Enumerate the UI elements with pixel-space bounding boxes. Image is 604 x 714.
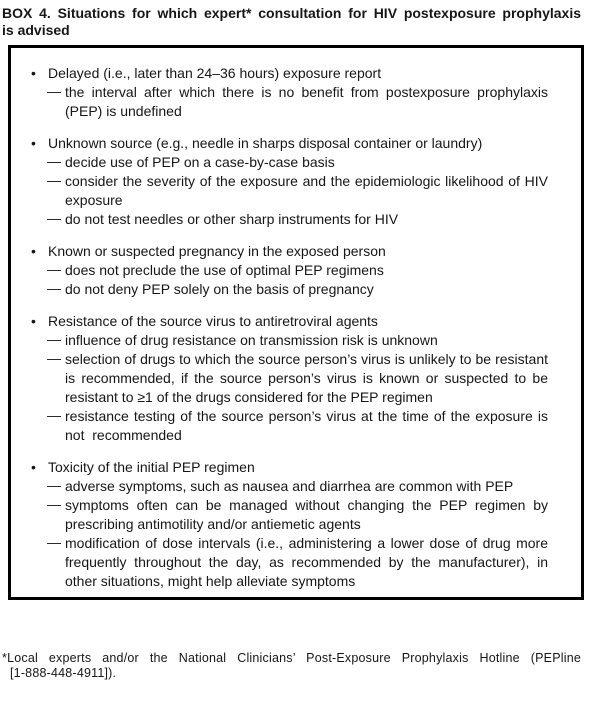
bullet-group-toxicity <box>11 458 548 591</box>
sub-item <box>11 350 548 407</box>
box-heading <box>2 5 581 39</box>
dash-icon: — <box>47 210 61 226</box>
sub-item <box>11 153 548 172</box>
bullet-item <box>11 458 548 477</box>
bullet-icon: • <box>31 65 36 81</box>
sub-item-text: symptoms often can be managed without changing the PEP regimen by prescribing antimotility and/or antiemetic agents <box>65 497 548 532</box>
dash-icon: — <box>47 280 61 296</box>
bullet-item-text: Delayed (i.e., later than 24–36 hours) exposure report <box>48 65 382 81</box>
sub-item-text: modification of dose intervals (i.e., administering a lower dose of drug more frequently throughout the day, as recommended by the manufacturer), in other situations, might help alleviate symptoms <box>65 535 548 589</box>
bullet-item <box>11 64 548 83</box>
bullet-group-delayed <box>11 64 548 121</box>
sub-item-text: selection of drugs to which the source person’s virus is unlikely to be resistant is recommended, if the source person’s virus is known or suspected to be resistant to ≥1 of the drugs considered for the PEP regimen <box>65 351 548 405</box>
sub-item-text: adverse symptoms, such as nausea and diarrhea are common with PEP <box>65 478 514 494</box>
sub-item <box>11 534 548 591</box>
sub-item <box>11 331 548 350</box>
bullet-item-text: Resistance of the source virus to antiretroviral agents <box>48 313 378 329</box>
bullet-item-text: Unknown source (e.g., needle in sharps disposal container or laundry) <box>48 135 483 151</box>
dash-icon: — <box>47 407 61 423</box>
bullet-group-resistance <box>11 312 548 445</box>
sub-item <box>11 83 548 121</box>
dash-icon: — <box>47 534 61 550</box>
sub-item-text: do not test needles or other sharp instruments for HIV <box>65 211 399 227</box>
sub-item <box>11 496 548 534</box>
bullet-icon: • <box>31 135 36 151</box>
sub-item <box>11 407 548 445</box>
sub-item-text: does not preclude the use of optimal PEP regimens <box>65 262 384 278</box>
dash-icon: — <box>47 172 61 188</box>
dash-icon: — <box>47 83 61 99</box>
bullet-icon: • <box>31 313 36 329</box>
dash-icon: — <box>47 477 61 493</box>
dash-icon: — <box>47 261 61 277</box>
bullet-icon: • <box>31 243 36 259</box>
bullet-item <box>11 242 548 261</box>
bullet-item <box>11 312 548 331</box>
dash-icon: — <box>47 350 61 366</box>
box-heading-line1: BOX 4. Situations for which expert* consultation for HIV postexposure prophylaxis <box>2 5 581 21</box>
bullet-group-pregnancy <box>11 242 548 299</box>
dash-icon: — <box>47 153 61 169</box>
sub-item-text: decide use of PEP on a case-by-case basis <box>65 154 335 170</box>
sub-item <box>11 477 548 496</box>
bullet-icon: • <box>31 459 36 475</box>
footnote <box>2 651 581 681</box>
sub-item <box>11 210 548 229</box>
sub-item-text: consider the severity of the exposure and the epidemiologic likelihood of HIV exposure <box>65 173 548 208</box>
sub-item <box>11 280 548 299</box>
footnote-line2: [1-888-448-4911]). <box>10 666 117 680</box>
footnote-line1: *Local experts and/or the National Clinicians’ Post-Exposure Prophylaxis Hotline (PEPline <box>2 651 581 665</box>
sub-item-text: do not deny PEP solely on the basis of pregnancy <box>65 281 374 297</box>
advisory-box <box>8 45 584 600</box>
bullet-group-unknown-source <box>11 134 548 229</box>
dash-icon: — <box>47 496 61 512</box>
bullet-item <box>11 134 548 153</box>
sub-item-text: the interval after which there is no benefit from postexposure prophylaxis (PEP) is undefined <box>65 84 548 119</box>
sub-item-text: resistance testing of the source person’s virus at the time of the exposure is not recommended <box>65 408 548 443</box>
sub-item <box>11 261 548 280</box>
bullet-item-text: Toxicity of the initial PEP regimen <box>48 459 255 475</box>
bullet-item-text: Known or suspected pregnancy in the exposed person <box>48 243 386 259</box>
dash-icon: — <box>47 331 61 347</box>
sub-item-text: influence of drug resistance on transmission risk is unknown <box>65 332 438 348</box>
box-heading-line2: is advised <box>2 22 70 38</box>
sub-item <box>11 172 548 210</box>
